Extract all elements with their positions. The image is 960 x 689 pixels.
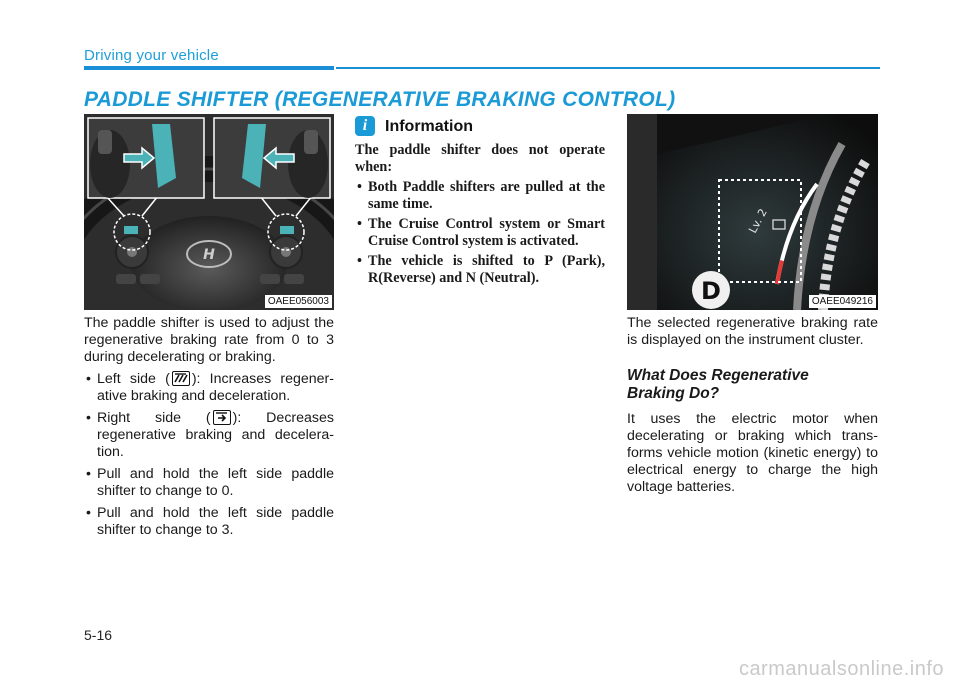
info-bullet: • The Cruise Control system or Smart Cruise Control system is activated. xyxy=(355,216,605,250)
page-title: PADDLE SHIFTER (REGENERATIVE BRAKING CONTROL) xyxy=(84,88,676,111)
info-bullet: • Both Paddle shifters are pulled at the same time. xyxy=(355,179,605,213)
information-bullets xyxy=(355,179,605,287)
decrease-regen-icon xyxy=(213,410,231,425)
information-title: Information xyxy=(385,117,473,135)
cluster-drawing xyxy=(627,114,878,310)
bullet-hold-three: • Pull and hold the left side paddle shifter to change to 3. xyxy=(84,505,334,539)
info-bullet: • The vehicle is shifted to P (Park), R(Reverse) and N (Neutral). xyxy=(355,253,605,287)
left-column xyxy=(84,315,334,544)
bullet-left-side xyxy=(84,371,334,405)
regen-body: It uses the electric motor when decelerating or braking which trans-forms vehicle motion (kinetic energy) to electrical energy to charge the high voltage batteries. xyxy=(627,411,878,495)
figure-code-left: OAEE056003 xyxy=(265,295,332,308)
svg-text:H: H xyxy=(203,247,215,263)
watermark: carmanualsonline.info xyxy=(738,658,944,680)
bullet-right-pre: Right side ( xyxy=(97,410,211,426)
information-header xyxy=(355,116,605,136)
instrument-cluster-illustration xyxy=(627,114,878,310)
increase-regen-icon xyxy=(172,371,190,386)
page-number: 5-16 xyxy=(84,627,113,643)
right-column xyxy=(627,315,878,501)
bullet-left-pre: Left side ( xyxy=(97,371,170,387)
header-rule-thin xyxy=(336,67,880,69)
section-heading: Driving your vehicle xyxy=(84,47,219,64)
bullet-right-post: ): Decreases regenerative braking and decelera-tion. xyxy=(97,410,334,460)
cluster-gear-text: D xyxy=(701,277,721,305)
cluster-caption: The selected regenerative braking rate is displayed on the instrument cluster. xyxy=(627,315,878,348)
steering-wheel-drawing xyxy=(84,114,334,310)
information-box xyxy=(355,116,605,290)
intro-paragraph: The paddle shifter is used to adjust the regenerative braking rate from 0 to 3 during decelerating or braking. xyxy=(84,315,334,365)
bullet-right-side xyxy=(84,410,334,461)
steering-wheel-illustration xyxy=(84,114,334,310)
paddle-bullets xyxy=(84,371,334,539)
header-rule-thick xyxy=(84,66,334,70)
cluster-level-text: Lv. 2 xyxy=(746,206,770,236)
information-intro: The paddle shifter does not operate when: xyxy=(355,142,605,175)
figure-code-right: OAEE049216 xyxy=(809,295,876,308)
information-body xyxy=(355,142,605,287)
regen-subheading: What Does Regenerative Braking Do? xyxy=(627,367,809,402)
bullet-left-post: ): Increases regener-ative braking and deceleration. xyxy=(97,371,334,404)
bullet-hold-zero: • Pull and hold the left side paddle shifter to change to 0. xyxy=(84,466,334,500)
information-icon: i xyxy=(355,116,375,136)
